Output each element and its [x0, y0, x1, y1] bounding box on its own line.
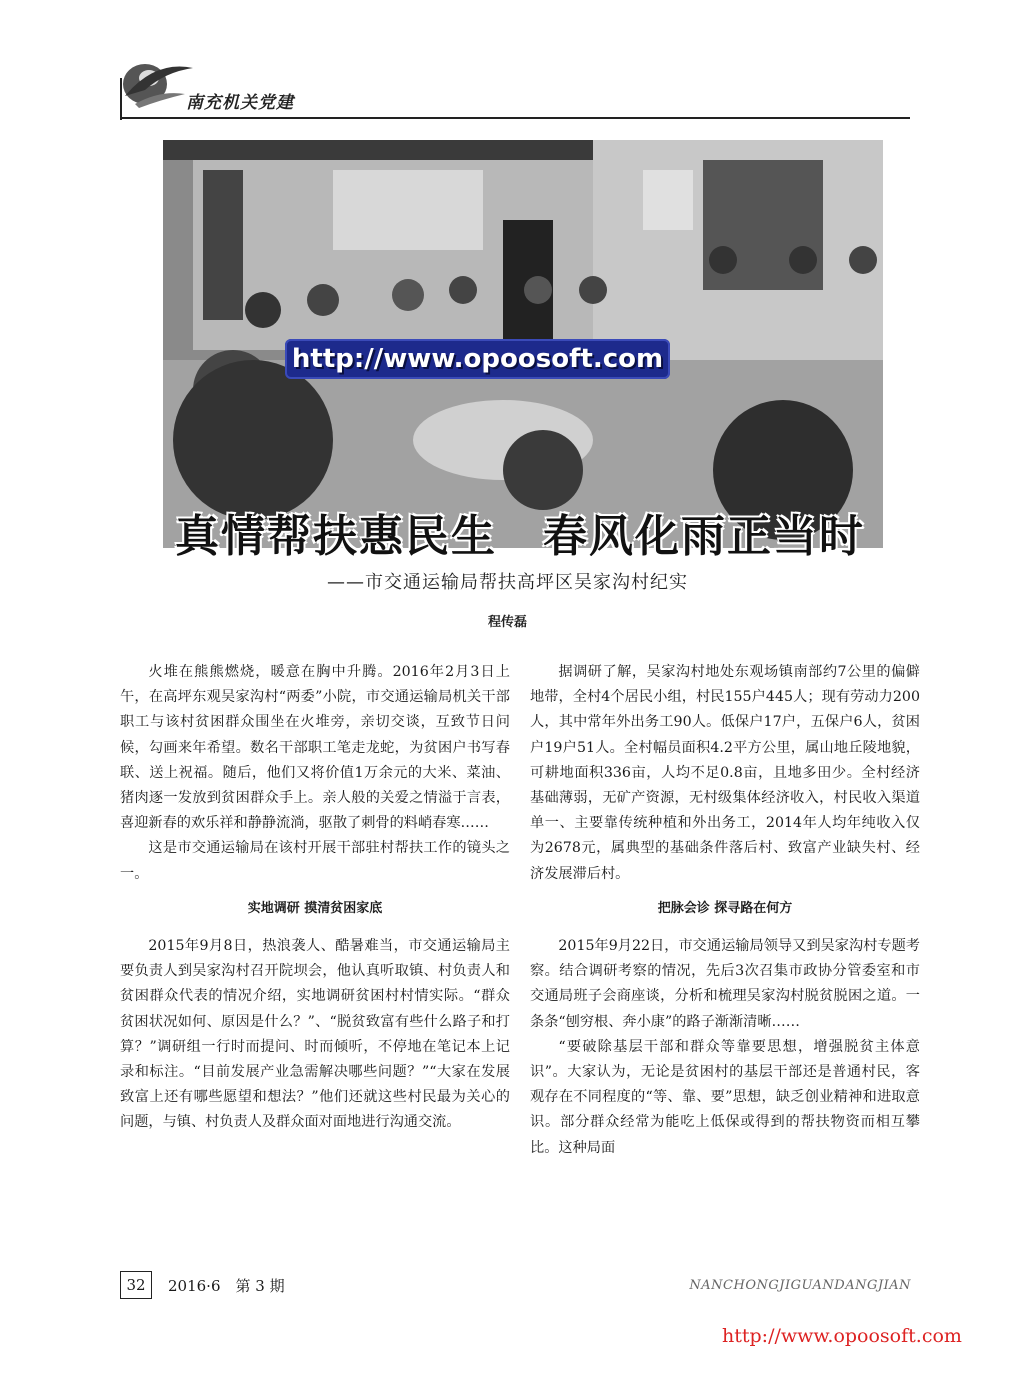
article-author: 程传磊 [487, 615, 527, 630]
paragraph: 据调研了解，吴家沟村地处东观场镇南部约7公里的偏僻地带，全村4个居民小组，村民155户445人；现有劳动力200人，其中常年外出务工90人。低保户17户，五保户6人，贫困户19户51人。全村幅员面积4.2平方公里，属山地丘陵地貌，可耕地面积336亩，人均不足0.8亩，且地多田少。全村经济基础薄弱，无矿产资源，无村级集体经济收入，村民收入渠道单一、主要靠传统种植和外出务工，2014年人均年纯收入仅为2678元，属典型的基础条件落后村、致富产业缺失村、经济发展滞后村。 [530, 664, 920, 882]
header-rule-vertical [120, 78, 122, 120]
paragraph: 这是市交通运输局在该村开展干部驻村帮扶工作的镜头之一。 [120, 840, 510, 882]
magazine-title: 南充机关党建 [186, 93, 294, 113]
watermark-banner [285, 339, 670, 379]
watermark-url: http://www.opoosoft.com [722, 1325, 962, 1347]
section-heading: 把脉会诊 探寻路在何方 [657, 900, 793, 916]
header-rule [120, 117, 910, 119]
magazine-logo-icon [115, 50, 195, 112]
article-subtitle: ——市交通运输局帮扶高坪区吴家沟村纪实 [327, 572, 688, 593]
right-column [530, 660, 920, 1161]
paragraph: “要破除基层干部和群众等靠要思想，增强脱贫主体意识”。大家认为，无论是贫困村的基层干部还是普通村民，客观存在不同程度的“等、靠、要”思想，缺乏创业精神和进取意识。部分群众经常为能吃上低保或得到的帮扶物资而相互攀比。这种局面 [530, 1038, 920, 1156]
paragraph: 火堆在熊熊燃烧，暖意在胸中升腾。2016年2月3日上午，在高坪东观吴家沟村“两委”小院，市交通运输局机关干部职工与该村贫困群众围坐在火堆旁，亲切交谈，互致节日问候，勾画来年希望。数名干部职工笔走龙蛇，为贫困户书写春联、送上祝福。随后，他们又将价值1万余元的大米、菜油、猪肉逐一发放到贫困群众手上。亲人般的关爱之情溢于言表，喜迎新春的欢乐祥和静静流淌，驱散了刺骨的料峭春寒…… [120, 664, 510, 832]
left-column [120, 660, 510, 1136]
watermark-text: http://www.opoosoft.com [291, 344, 664, 374]
section-heading: 实地调研 摸清贫困家底 [247, 900, 383, 916]
magazine-english-title: NANCHONGJIGUANDANGJIAN [689, 1278, 911, 1293]
paragraph: 2015年9月8日，热浪袭人、酷暑难当，市交通运输局主要负责人到吴家沟村召开院坝会，他认真听取镇、村负责人和贫困群众代表的情况介绍，实地调研贫困村村情实际。“群众贫困状况如何、原因是什么？”、“脱贫致富有些什么路子和打算？”调研组一行时而提问、时而倾听，不停地在笔记本上记录和标注。“目前发展产业急需解决哪些问题？”“大家在发展致富上还有哪些愿望和想法？”他们还就这些村民最为关心的问题，与镇、村负责人及群众面对面地进行沟通交流。 [120, 938, 510, 1131]
issue-label: 2016·6 第 3 期 [168, 1277, 285, 1295]
page-number: 32 [120, 1271, 152, 1299]
article-headline: 真情帮扶惠民生 春风化雨正当时 [175, 511, 865, 562]
paragraph: 2015年9月22日，市交通运输局领导又到吴家沟村专题考察。结合调研考察的情况，先后3次召集市政协分管委室和市交通局班子会商座谈，分析和梳理吴家沟村脱贫脱困之道。一条条“刨穷根、奔小康”的路子渐渐清晰…… [530, 938, 920, 1030]
